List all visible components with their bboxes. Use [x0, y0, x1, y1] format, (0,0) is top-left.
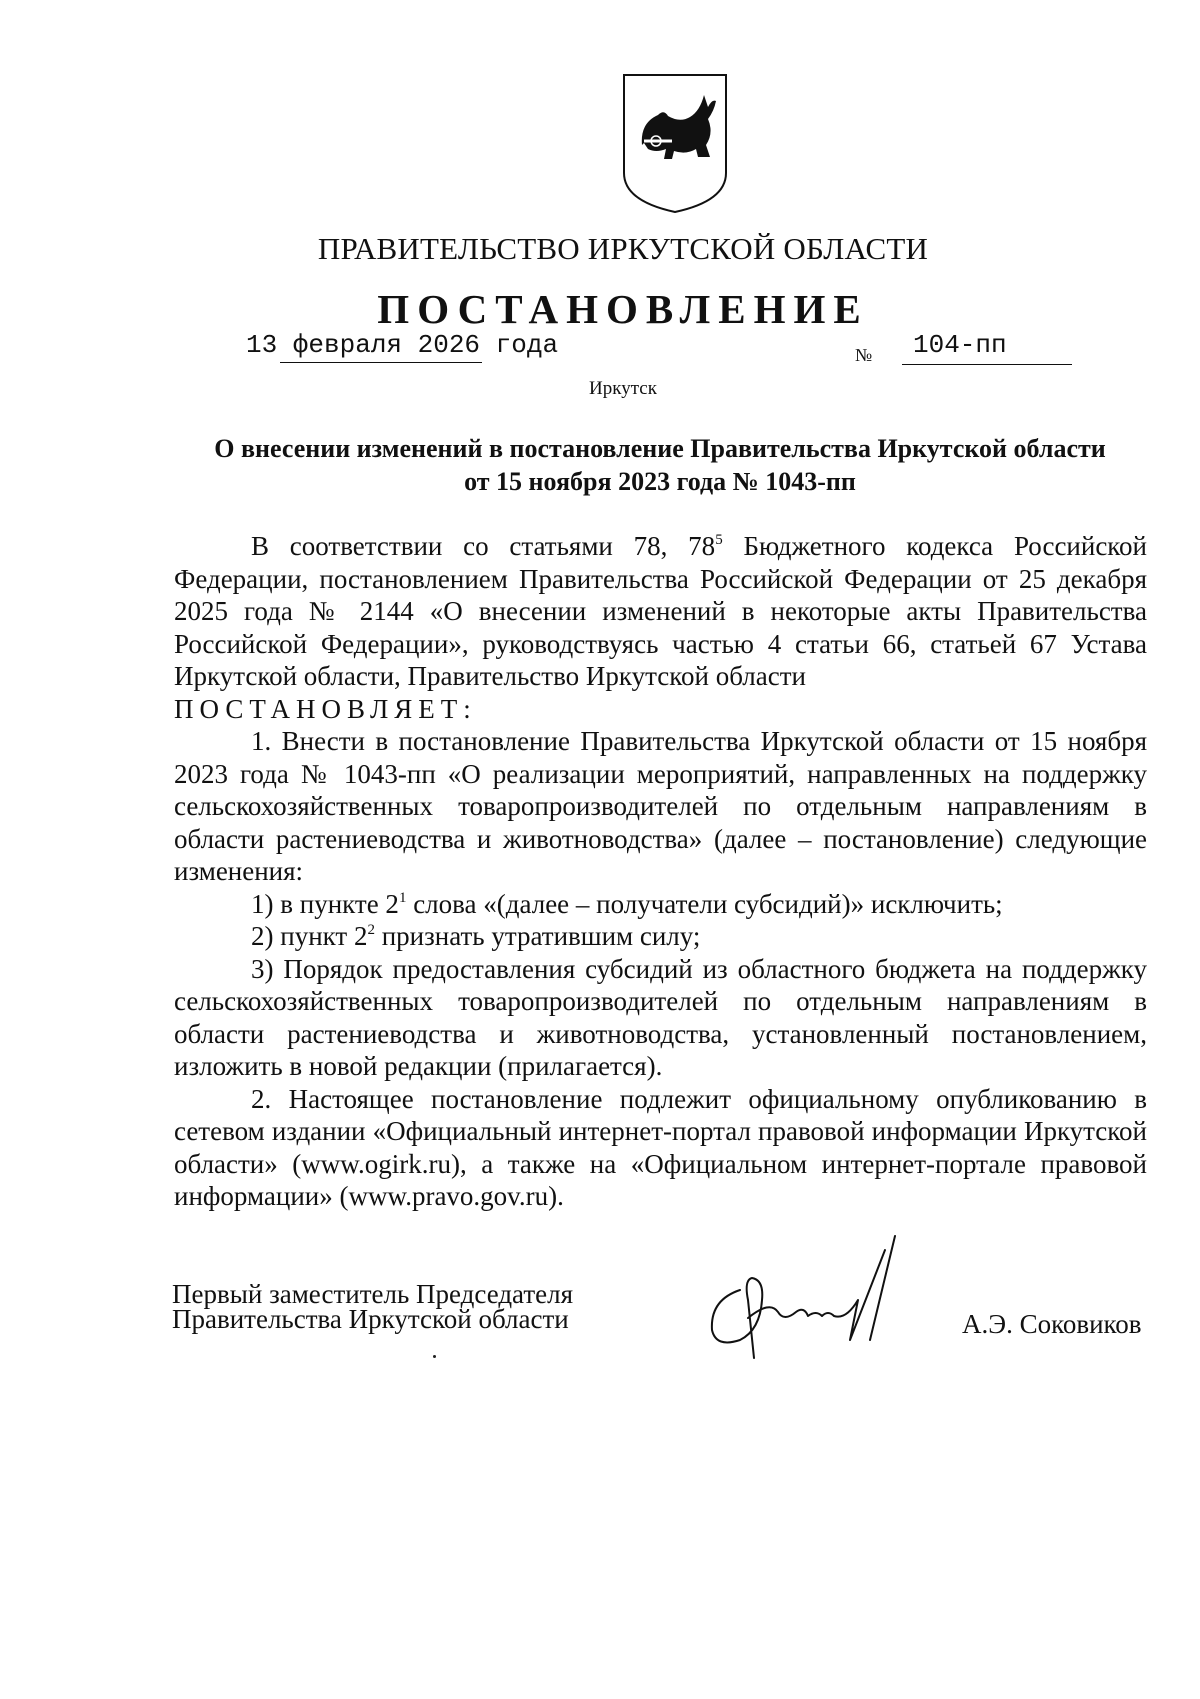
subitem-3: 3) Порядок предоставления субсидий из областного бюджета на поддержку сельскохозяйственных товаропроизводителей по отдельным направлениям в области растениеводства и животноводства, установленный постановлением, изложить в новой редакции (прилагается).: [174, 953, 1147, 1081]
preamble-text-cont: Бюджетного кодекса Российской Федерации, постановлением Правительства Российской Федерации от 25 декабря 2025 года № 2144 «О внесении изменений в некоторые акты Правительства Российской Федерации», руководствуясь частью 4 статьи 66, статьей 67 Устава Иркутской области, Правительство Иркутской области: [174, 531, 1147, 691]
subitem-1-superscript: 1: [398, 889, 407, 906]
preamble-superscript: 5: [715, 532, 723, 548]
issuing-authority: ПРАВИТЕЛЬСТВО ИРКУТСКОЙ ОБЛАСТИ: [317, 231, 929, 266]
item-2: 2. Настоящее постановление подлежит официальному опубликованию в сетевом издании «Официальный интернет-портал правовой информации Иркутской области» (www.ogirk.ru), а также на «Официальном интернет-портале правовой информации» (www.pravo.gov.ru).: [174, 1083, 1147, 1211]
document-number: 104-пп: [913, 330, 1007, 360]
item-1: 1. Внести в постановление Правительства Иркутской области от 15 ноября 2023 года № 1043-пп «О реализации мероприятий, направленных на поддержку сельскохозяйственных товаропроизводителей по отдельным направлениям в области растениеводства и животноводства» (далее – постановление) следующие изменения:: [174, 726, 1147, 886]
document-body: [174, 530, 1147, 1213]
preamble-text: В соответствии со статьями 78, 78: [251, 531, 716, 561]
subitem-2-superscript: 2: [367, 922, 375, 938]
resolves-word: ПОСТАНОВЛЯЕТ:: [174, 693, 477, 724]
number-sign: №: [855, 345, 873, 365]
signer-position-line-1: Первый заместитель Председателя: [172, 1279, 574, 1309]
signer-position: [172, 1279, 574, 1334]
title-line-2: от 15 ноября 2023 года № 1043-пп: [464, 467, 856, 496]
preamble-paragraph: [174, 530, 1147, 693]
coat-of-arms-icon: [620, 71, 730, 216]
document-type: ПОСТАНОВЛЕНИЕ: [377, 286, 869, 332]
stray-dot: [433, 1355, 436, 1358]
title-line-1: О внесении изменений в постановление Правительства Иркутской области: [214, 434, 1106, 463]
city: Иркутск: [589, 378, 657, 399]
signer-position-line-2: Правительства Иркутской области: [172, 1304, 569, 1334]
subitem-2: 2) пункт $2^2$ признать утратившим силу;: [251, 921, 701, 951]
date-underline: [280, 362, 482, 363]
handwritten-signature: [700, 1230, 930, 1360]
document-date: 13 февраля 2026 года: [246, 330, 559, 360]
number-underline: [902, 364, 1072, 365]
signer-name: А.Э. Соковиков: [962, 1309, 1142, 1339]
document-title: [170, 432, 1150, 498]
subitem-1: 1) в пункте $2^1$ слова «(далее – получатели субсидий)» исключить;: [251, 888, 1003, 919]
